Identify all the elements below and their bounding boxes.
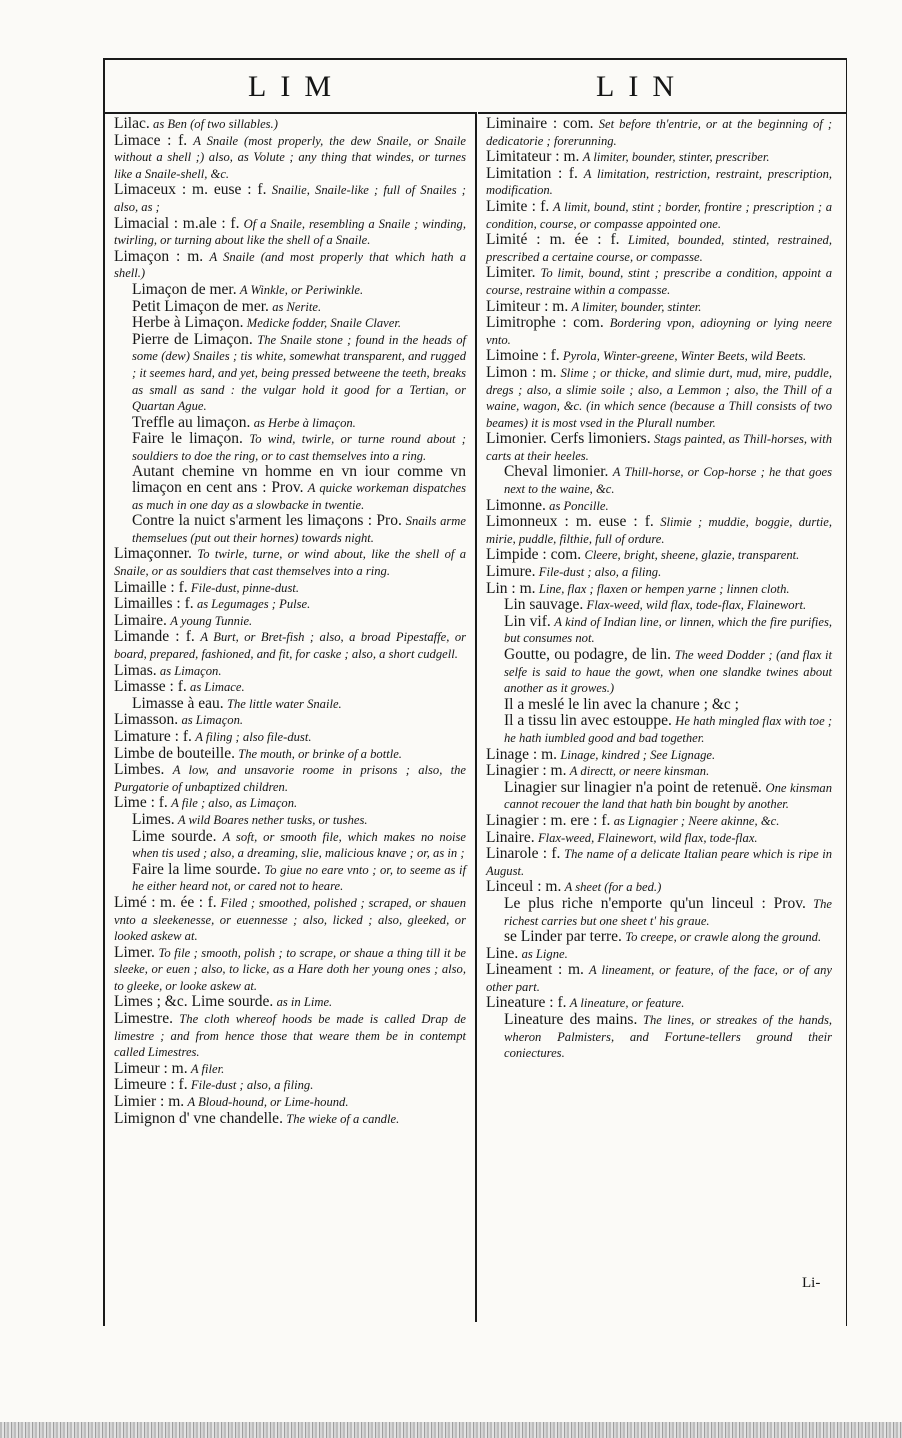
dictionary-entry [114, 862, 466, 895]
dictionary-entry [114, 282, 466, 299]
headword: Lin : m. [486, 579, 536, 597]
gloss: The Snaile stone ; found in the heads of some (dew) Snailes ; tis white, somewhat transparent, and rugged ; it seemes hard, and yet, being pressed betweene the teeth, breaks as small as sand : the vulgar hold it good for a Tertian, or Quartan Ague. [132, 332, 467, 414]
headword: Limasse à eau. [132, 694, 224, 712]
gloss: Linage, kindred ; See Lignage. [560, 747, 716, 762]
dictionary-entry [114, 1077, 466, 1094]
gloss: Limited, bounded, stinted, restrained, prescribed a certaine course, or compasse. [486, 233, 833, 264]
headword: Contre la nuict s'arment les limaçons : Pro. [132, 512, 402, 530]
dictionary-entry [114, 216, 466, 249]
dictionary-entry [486, 647, 832, 697]
scan-edge [0, 1422, 902, 1438]
dictionary-entry [486, 116, 832, 149]
headword: Limé : m. ée : f. [114, 893, 217, 911]
headword: Limande : f. [114, 628, 195, 646]
headword: Goutte, ou podagre, de lin. [504, 646, 672, 663]
dictionary-entry [114, 945, 466, 995]
headword: Linaire. [486, 828, 535, 846]
dictionary-entry [114, 315, 466, 332]
header-rule-left [105, 112, 477, 114]
dictionary-entry [486, 896, 832, 929]
gloss: A filer. [190, 1061, 225, 1076]
headword: Line. [486, 944, 519, 962]
column-divider [475, 112, 477, 1322]
dictionary-entry [114, 746, 466, 763]
dictionary-entry [114, 1061, 466, 1078]
headword: Cheval limonier. [504, 463, 609, 481]
dictionary-entry [114, 133, 466, 183]
gloss: To limit, bound, stint ; prescribe a condition, appoint a course, restraine within a compasse. [486, 266, 833, 297]
gloss: Flax-weed, wild flax, tode-flax, Flainewort. [586, 598, 807, 613]
dictionary-entry [114, 332, 466, 415]
gloss: The name of a delicate Italian peare which is ripe in August. [486, 847, 832, 878]
gloss: as Limace. [190, 680, 245, 695]
header-left: LIM [248, 70, 345, 103]
dictionary-entry [486, 564, 832, 581]
headword: Limes. [132, 810, 175, 828]
dictionary-entry [486, 713, 832, 746]
dictionary-entry [486, 265, 832, 298]
headword: Pierre de Limaçon. [132, 330, 253, 348]
gloss: Set before th'entrie, or at the beginning of ; dedicatorie ; forerunning. [486, 117, 833, 148]
headword: Linage : m. [486, 745, 558, 763]
dictionary-entry [114, 696, 466, 713]
dictionary-entry [486, 763, 832, 780]
headword: Limasse : f. [114, 678, 187, 696]
headword: Le plus riche n'emporte qu'un linceul : Prov. [504, 894, 806, 912]
gloss: The richest carries but one sheet t' his graue. [504, 896, 833, 928]
headword: Lilac. [114, 115, 150, 132]
left-column [114, 116, 466, 1127]
gloss: Medicke fodder, Snaile Claver. [246, 316, 401, 331]
headword: Lin vif. [504, 612, 551, 630]
headword: Limasson. [114, 711, 179, 729]
dictionary-entry [114, 729, 466, 746]
gloss: Stags painted, as Thill-horses, with carts at their heeles. [486, 432, 832, 463]
gloss: Line, flax ; flaxen or hempen yarne ; linnen cloth. [538, 581, 790, 596]
catchword: Li- [802, 1275, 821, 1291]
dictionary-entry [486, 830, 832, 847]
dictionary-entry [486, 232, 832, 265]
headword: Limestre. [114, 1010, 173, 1028]
headword: Limitation : f. [486, 164, 578, 182]
headword: Lime sourde. [132, 827, 217, 845]
gloss: To wind, twirle, or turne round about ; souldiers to doe the ring, or to cast themselves into a ring. [132, 432, 467, 463]
gloss: A quicke workeman dispatches as much in one day as a slowbacke in twentie. [132, 481, 466, 512]
dictionary-entry [486, 514, 832, 547]
headword: Linagier : m. ere : f. [486, 811, 611, 829]
gloss: A young Tunnie. [170, 613, 253, 628]
headword: Limite : f. [486, 197, 550, 215]
gloss: A Snaile (most properly, the dew Snaile, or Snaile without a shell ;) also, as Volute ; any thing that windes, or turnes like a Snaile-shell, &c. [114, 133, 466, 181]
gloss: as in Lime. [276, 995, 333, 1010]
dictionary-entry [114, 795, 466, 812]
dictionary-entry [114, 546, 466, 579]
headword: Lineature : f. [486, 994, 567, 1012]
dictionary-entry [114, 415, 466, 432]
headword: Limonne. [486, 496, 546, 514]
headword: Lineament : m. [486, 961, 584, 979]
gloss: as Nerite. [272, 299, 322, 314]
gloss: A Snaile (and most properly that which hath a shell.) [114, 249, 466, 281]
dictionary-entry [114, 762, 466, 795]
headword: Liminaire : com. [486, 115, 594, 132]
gloss: Snailie, Snaile-like ; full of Snailes ; also, as ; [114, 183, 466, 214]
headword: Limaille : f. [114, 578, 188, 596]
headword: Limiter. [486, 264, 536, 282]
dictionary-entry [114, 299, 466, 316]
gloss: A file ; also, as Limaçon. [171, 796, 298, 811]
dictionary-entry [486, 199, 832, 232]
dictionary-entry [114, 829, 466, 862]
gloss: File-dust, pinne-dust. [190, 580, 299, 595]
dictionary-entry [114, 994, 466, 1011]
dictionary-entry [486, 929, 832, 946]
dictionary-entry [486, 547, 832, 564]
gloss: The lines, or streakes of the hands, wheron Palmisters, and Fortune-tellers ground their coniectures. [504, 1013, 832, 1061]
gloss: A lineament, or feature, of the face, or of any other part. [486, 963, 833, 994]
gloss: He hath mingled flax with toe ; he hath iumbled good and bad together. [504, 714, 833, 745]
header-right: LIN [596, 70, 688, 103]
dictionary-entry [486, 946, 832, 963]
gloss: Slime ; or thicke, and slimie durt, mud, mire, puddle, dregs ; also, a slimie soile ; also, a Lemmon ; also, the Thill of a waine, wagon, &c. (in which sence (because a Thill consists of two beames) it is most vsed in the Plurall number. [486, 365, 832, 430]
headword: Limaire. [114, 611, 167, 629]
dictionary-entry [486, 464, 832, 497]
gloss: Cleere, bright, sheene, glazie, transparent. [584, 548, 800, 563]
headword: Limature : f. [114, 727, 192, 745]
headword: Linceul : m. [486, 878, 562, 896]
dictionary-entry [486, 879, 832, 896]
gloss: File-dust ; also, a filing. [538, 565, 662, 580]
dictionary-entry [114, 1094, 466, 1111]
gloss: as Legumages ; Pulse. [196, 597, 311, 612]
headword: Limaçonner. [114, 545, 192, 563]
dictionary-entry [486, 348, 832, 365]
gloss: Snails arme themselues (put out their hornes) towards night. [132, 514, 466, 545]
gloss: as Limaçon. [181, 713, 244, 728]
headword: Lin sauvage. [504, 596, 584, 614]
gloss: A Bloud-hound, or Lime-hound. [187, 1095, 349, 1110]
gloss: as Limaçon. [159, 663, 222, 678]
headword: Limignon d' vne chandelle. [114, 1109, 283, 1127]
gloss: Filed ; smoothed, polished ; scraped, or shauen vnto a sleekenesse, or euennesse ; also, licked ; also, gleeked, or looked askew at. [114, 895, 466, 944]
gloss: One kinsman cannot recouer the land that hath bin bought by another. [504, 780, 833, 812]
headword: Limitateur : m. [486, 148, 580, 166]
dictionary-entry [114, 712, 466, 729]
headword: Limeur : m. [114, 1059, 188, 1077]
headword: Treffle au limaçon. [132, 413, 251, 431]
headword: Lime : f. [114, 794, 168, 812]
dictionary-entry [486, 431, 832, 464]
headword: Linagier sur linagier n'a point de retenuë. [504, 778, 762, 796]
gloss: Of a Snaile, resembling a Snaile ; winding, twirling, or turning about like the shell of a Snaile. [114, 216, 466, 248]
headword: Limas. [114, 661, 157, 679]
gloss: A limitation, restriction, restraint, prescription, modification. [486, 166, 833, 198]
gloss: A sheet (for a bed.) [564, 880, 662, 895]
gloss: A Burt, or Bret-fish ; also, a broad Pipestaffe, or board, prepared, fashioned, and fit, for caske ; also, a short cudgell. [114, 630, 467, 661]
gloss: A limiter, bounder, stinter. [571, 299, 702, 314]
dictionary-entry [486, 365, 832, 431]
dictionary-entry [486, 498, 832, 515]
headword: Limon : m. [486, 363, 557, 381]
dictionary-entry [114, 464, 466, 513]
dictionary-entry [114, 812, 466, 829]
gloss: Slimie ; muddie, boggie, durtie, mirie, puddle, filthie, full of ordure. [486, 515, 832, 546]
headword: Limité : m. ée : f. [486, 231, 620, 249]
gloss: as Lignagier ; Neere akinne, &c. [613, 813, 780, 828]
dictionary-entry [486, 1012, 832, 1062]
gloss: File-dust ; also, a filing. [190, 1078, 314, 1093]
headword: Faire la lime sourde. [132, 860, 261, 878]
dictionary-entry [486, 697, 832, 714]
headword: Limbes. [114, 761, 165, 779]
headword: Linagier : m. [486, 762, 567, 780]
headword: Il a tissu lin avec estouppe. [504, 712, 672, 730]
gloss: The little water Snaile. [226, 696, 342, 711]
headword: Limoine : f. [486, 347, 560, 365]
gloss: To file ; smooth, polish ; to scrape, or shaue a thing till it be sleeke, or euen ; also, to licke, as a Hare doth her young ones ; also, to gleeke, or looke askew at. [114, 945, 467, 993]
headword: Limeure : f. [114, 1076, 188, 1094]
dictionary-entry [486, 614, 832, 647]
dictionary-entry [486, 166, 832, 199]
gloss: The weed Dodder ; (and flax it selfe is said to haue the gowt, when one slandke twines about another as it growes.) [504, 648, 833, 696]
dictionary-entry [114, 1011, 466, 1061]
gloss: The wieke of a candle. [286, 1111, 400, 1126]
headword: Limbe de bouteille. [114, 744, 235, 762]
dictionary-entry [114, 663, 466, 680]
header-rule-right [478, 112, 846, 114]
gloss: A limit, bound, stint ; border, frontire ; prescription ; a condition, course, or compasse appointed one. [486, 199, 833, 231]
dictionary-entry [114, 629, 466, 662]
dictionary-entry [114, 1111, 466, 1128]
headword: Limer. [114, 943, 155, 961]
gloss: A kind of Indian line, or linnen, which the fire purifies, but consumes not. [504, 614, 833, 646]
dictionary-entry [486, 846, 832, 879]
gloss: A Winkle, or Periwinkle. [239, 282, 364, 297]
dictionary-entry [486, 995, 832, 1012]
dictionary-entry [114, 895, 466, 945]
gloss: A limiter, bounder, stinter, prescriber. [582, 150, 770, 165]
gloss: A soft, or smooth file, which makes no noise when tis used ; also, a dreaming, slie, malicious knave ; or, as in ; [132, 829, 467, 861]
gloss: To giue no eare vnto ; or, to seeme as if he either heard not, or cared not to heare. [132, 862, 466, 894]
gloss: A wild Boares nether tusks, or tushes. [177, 812, 368, 827]
gloss: as Poncille. [549, 498, 609, 513]
headword: Limitrophe : com. [486, 314, 604, 332]
headword: Limiteur : m. [486, 297, 569, 315]
headword: se Linder par terre. [504, 928, 622, 946]
dictionary-entry [114, 182, 466, 215]
gloss: as Ligne. [521, 946, 568, 961]
dictionary-entry [486, 581, 832, 598]
headword: Limpide : com. [486, 546, 582, 564]
dictionary-entry [486, 299, 832, 316]
gloss: The mouth, or brinke of a bottle. [238, 746, 402, 761]
dictionary-entry [114, 249, 466, 282]
dictionary-entry [114, 613, 466, 630]
headword: Herbe à Limaçon. [132, 314, 244, 332]
headword: Petit Limaçon de mer. [132, 297, 269, 315]
dictionary-entry [114, 431, 466, 464]
dictionary-entry [486, 149, 832, 166]
headword: Faire le limaçon. [132, 430, 243, 448]
dictionary-entry [114, 513, 466, 546]
dictionary-entry [114, 116, 466, 133]
headword: Limier : m. [114, 1093, 185, 1111]
dictionary-entry [486, 813, 832, 830]
headword: Autant chemine vn homme en vn iour comme vn limaçon en cent ans : Prov. [132, 463, 466, 497]
gloss: A directt, or neere kinsman. [569, 764, 710, 779]
gloss: A lineature, or feature. [569, 996, 685, 1011]
gloss: To twirle, turne, or wind about, like the shell of a Snaile, or as souldiers that cast themselves into a ring. [114, 547, 467, 579]
gloss: as Ben (of two sillables.) [153, 117, 278, 131]
dictionary-entry [486, 315, 832, 348]
dictionary-entry [486, 597, 832, 614]
gloss: Flax-weed, Flainewort, wild flax, tode-flax. [537, 830, 758, 845]
headword: Limaceux : m. euse : f. [114, 181, 267, 199]
dictionary-entry [486, 962, 832, 995]
headword: Limacial : m.ale : f. [114, 214, 240, 232]
gloss: To creepe, or crawle along the ground. [625, 930, 822, 945]
headword: Limace : f. [114, 131, 188, 149]
gloss: The cloth whereof hoods be made is called Drap de limestre ; and from hence those that weare them be in contempt called Limestres. [114, 1012, 466, 1060]
headword: Limes ; &c. Lime sourde. [114, 993, 274, 1011]
headword: Limaçon : m. [114, 247, 204, 265]
headword: Limonneux : m. euse : f. [486, 513, 654, 531]
headword: Limaçon de mer. [132, 280, 237, 298]
headword: Linarole : f. [486, 845, 561, 863]
dictionary-entry [486, 747, 832, 764]
headword: Limailles : f. [114, 595, 194, 613]
dictionary-entry [114, 679, 466, 696]
gloss: A filing ; also file-dust. [195, 729, 312, 744]
headword: Limonier. Cerfs limoniers. [486, 430, 651, 448]
gloss: Bordering vpon, adioyning or lying neere vnto. [486, 316, 833, 347]
gloss: A low, and unsavorie roome in prisons ; also, the Purgatorie of unbaptized children. [114, 763, 466, 794]
gloss: Pyrola, Winter-greene, Winter Beets, wild Beets. [562, 349, 807, 364]
dictionary-entry [486, 780, 832, 813]
gloss: as Herbe à limaçon. [253, 415, 356, 430]
headword: Lineature des mains. [504, 1011, 638, 1029]
dictionary-entry [114, 596, 466, 613]
headword: Limure. [486, 563, 536, 581]
dictionary-entry [114, 580, 466, 597]
headword: Il a meslé le lin avec la chanure ; &c ; [504, 695, 739, 713]
gloss: A Thill-horse, or Cop-horse ; he that goes next to the waine, &c. [504, 465, 832, 497]
right-column [486, 116, 832, 1062]
